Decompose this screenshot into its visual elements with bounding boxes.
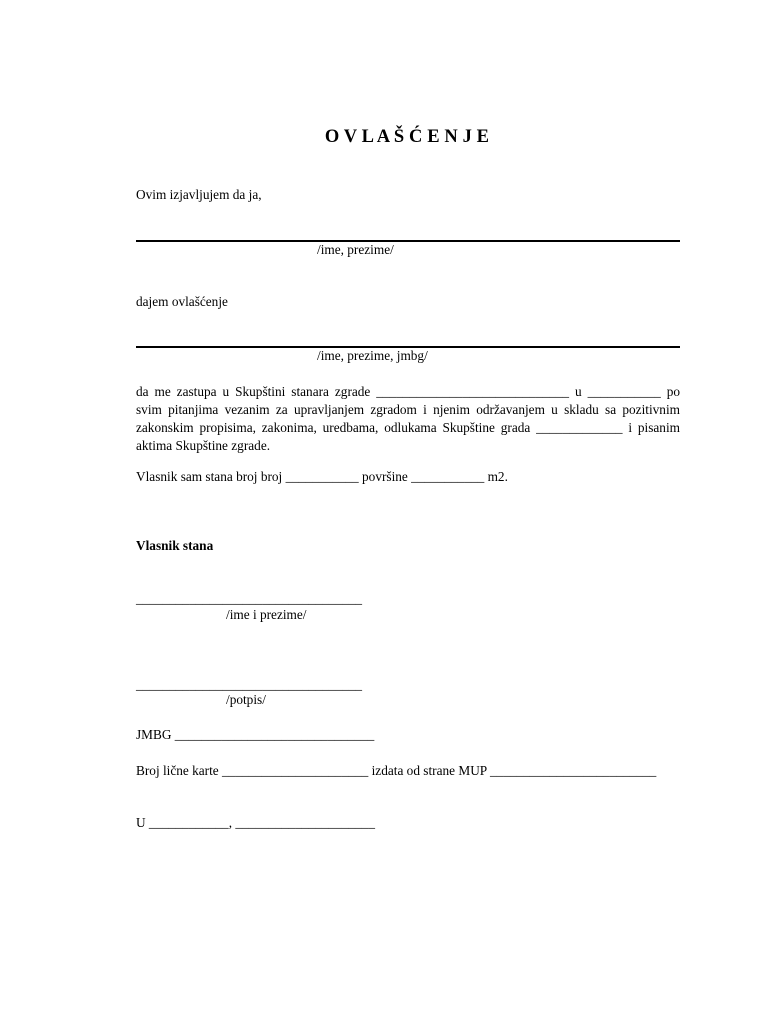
paragraph-line: zakonskim propisima, zakonima, uredbama, odlukama Skupštine grada _____________ i pisanim: [136, 420, 680, 435]
grant-text: dajem ovlašćenje: [136, 294, 228, 309]
signature-blank[interactable]: __________________________________: [136, 677, 363, 692]
owner-name-caption: /ime i prezime/: [226, 607, 307, 622]
signature-caption: /potpis/: [226, 692, 266, 707]
jmbg-field[interactable]: JMBG ______________________________: [136, 727, 375, 742]
document-title: O V L A Š Ć E N J E: [324, 127, 490, 147]
owner-statement: Vlasnik sam stana broj broj ___________ površine ___________ m2.: [136, 469, 508, 484]
paragraph-line: aktima Skupštine zgrade.: [136, 438, 271, 453]
owner-name-blank[interactable]: __________________________________: [136, 591, 363, 606]
owner-heading: Vlasnik stana: [136, 538, 214, 553]
representative-line-caption: /ime, prezime, jmbg/: [317, 348, 428, 363]
name-fill-line[interactable]: [136, 240, 680, 242]
authorization-paragraph: [136, 383, 680, 455]
name-line-caption: /ime, prezime/: [317, 242, 394, 257]
intro-text: Ovim izjavljujem da ja,: [136, 187, 262, 202]
id-card-field[interactable]: Broj lične karte ______________________ izdata od strane MUP _________________________: [136, 763, 657, 778]
place-date-field[interactable]: U ____________, _____________________: [136, 815, 375, 830]
paragraph-line: da me zastupa u Skupštini stanara zgrade _____________________________ u ___________ po: [136, 384, 680, 399]
paragraph-line: svim pitanjima vezanim za upravljanjem zgradom i njenim održavanjem u skladu sa pozitivnim: [136, 402, 680, 417]
